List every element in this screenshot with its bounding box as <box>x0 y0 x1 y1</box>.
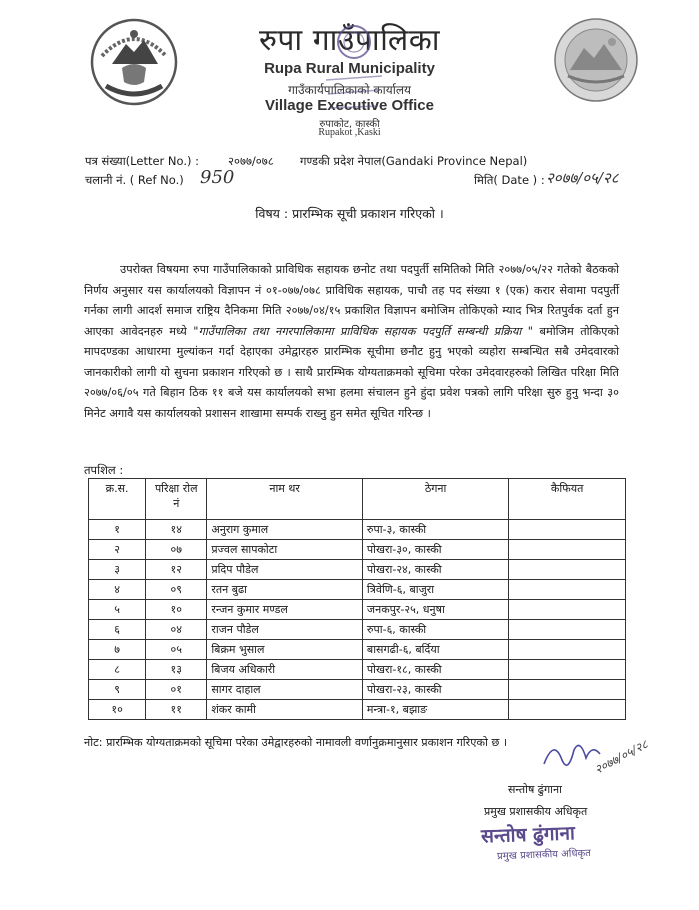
cell-roll: ११ <box>146 700 207 720</box>
cell-address: रुपा-३, कास्की <box>362 520 508 540</box>
table-row <box>89 560 626 580</box>
cell-remarks <box>509 660 626 680</box>
office-place-nepali: रुपाकोट, कास्की <box>319 119 380 130</box>
table-row <box>89 680 626 700</box>
office-title-nepali: रुपा गाउँपालिका <box>258 23 441 58</box>
cell-remarks <box>509 540 626 560</box>
cell-sn: १० <box>89 700 146 720</box>
cell-sn: ५ <box>89 600 146 620</box>
stamp-title: प्रमुख प्रशासकीय अधिकृत <box>496 847 592 863</box>
cell-sn: ३ <box>89 560 146 580</box>
cell-roll: ०४ <box>146 620 207 640</box>
table-row <box>89 640 626 660</box>
cell-name: राजन पौडेल <box>207 620 363 640</box>
cell-address: जनकपुर-२५, धनुषा <box>362 600 508 620</box>
name-rubber-stamp <box>481 820 626 864</box>
cell-remarks <box>509 580 626 600</box>
office-seal-stamp <box>318 20 390 128</box>
cell-address: त्रिवेणि-६, बाजुरा <box>362 580 508 600</box>
cell-name: प्रदिप पौडेल <box>207 560 363 580</box>
cell-remarks <box>509 700 626 720</box>
table-row <box>89 580 626 600</box>
table-row <box>89 540 626 560</box>
col-header-name: नाम थर <box>207 479 363 520</box>
cell-name: रतन बुढा <box>207 580 363 600</box>
cell-name: शंकर कामी <box>207 700 363 720</box>
col-header-remarks: कैफियत <box>509 479 626 520</box>
cell-name: बिजय अधिकारी <box>207 660 363 680</box>
letter-no-label: पत्र संख्या(Letter No.) : <box>85 154 200 168</box>
cell-address: बासगढी-६, बर्दिया <box>362 640 508 660</box>
signatory-name: सन्तोष ढुंगाना <box>508 783 562 796</box>
body-italic-quote: "गाउँपालिका तथा नगरपालिकामा प्राविधिक सहायक पदपुर्ति सम्बन्धी प्रक्रिया " <box>193 324 534 338</box>
cell-sn: ८ <box>89 660 146 680</box>
table-row <box>89 700 626 720</box>
details-heading: तपशिल : <box>84 463 124 477</box>
cell-remarks <box>509 620 626 640</box>
letter-no-value: २०७७/०७८ <box>228 154 274 168</box>
cell-remarks <box>509 600 626 620</box>
cell-address: मन्त्रा-१, बझाङ <box>362 700 508 720</box>
cell-sn: २ <box>89 540 146 560</box>
subject-line: विषय : प्रारम्भिक सूची प्रकाशन गरिएको । <box>255 206 444 221</box>
cell-name: रन्जन कुमार मण्डल <box>207 600 363 620</box>
col-header-roll: परिक्षा रोल नं <box>146 479 207 520</box>
cell-roll: ०१ <box>146 680 207 700</box>
cell-sn: ७ <box>89 640 146 660</box>
cell-sn: ६ <box>89 620 146 640</box>
cell-remarks <box>509 680 626 700</box>
cell-sn: ४ <box>89 580 146 600</box>
col-header-address: ठेगना <box>362 479 508 520</box>
candidate-table <box>88 478 626 720</box>
cell-sn: ९ <box>89 680 146 700</box>
cell-sn: १ <box>89 520 146 540</box>
cell-roll: १० <box>146 600 207 620</box>
cell-roll: १२ <box>146 560 207 580</box>
cell-roll: ०७ <box>146 540 207 560</box>
signature-date: २०७७/०५/२८ <box>592 737 651 777</box>
cell-remarks <box>509 520 626 540</box>
body-part-1: उपरोक्त विषयमा रुपा गाउँपालिकाको प्राविधिक सहायक छनोट तथा पदपुर्ती समितिको मिति २०७७/०५/२२ गतेको बैठकको निर्णय अनुसार यस कार्यालयको विज्ञापन नं ०१-०७७/०७८ प्राविधिक सहायक, पाचौ तह पद संख्या १ (एक) करार सेवामा पदपुर्ती गर्नका लागी आदर्श समाज राष्ट्रिय दैनिकमा मिति २०७७/०४/१५ प्रकाशित विज्ञापन बमोजिम तोकिएको म्याद भित्र रितपुर्वक दर्ता हुन आएका आवेदनहरु मध्ये <box>84 263 619 338</box>
body-paragraph <box>84 260 619 424</box>
note-line: नोट: प्रारम्भिक योग्यताक्रमको सूचिमा परेका उमेद्वारहरुको नामावली वर्णानुक्रमानुसार प्रकाशन गरिएको छ । <box>84 736 508 749</box>
date-value: २०७७/०५/२८ <box>546 169 619 187</box>
cell-remarks <box>509 640 626 660</box>
cell-roll: १३ <box>146 660 207 680</box>
province-line: गण्डकी प्रदेश नेपाल(Gandaki Province Nepal) <box>300 154 528 168</box>
cell-roll: ०५ <box>146 640 207 660</box>
body-part-2: बमोजिम तोकिएको मापदण्डका आधारमा मुल्यांकन गर्दा देहाएका उमेद्वारहरु प्रारम्भिक सूचीमा छनौट हुनु भएको व्यहोरा सम्बन्धित सबै उमेदवारको जानकारीको लागी यो सुचना प्रकाशन गरिएको छ । साथै प्रारम्भिक योग्यताक्रमको सूचिमा परेका उमेदवारहरुको लिखित परिक्षा मिति २०७७/०६/०५ गते बिहान ठिक ११ बजे यस कार्यालयको सभा हलमा संचालन हुने हुंदा प्रवेश पत्रको लागि परिक्षा सुरु हुनु भन्दा ३० मिनेट अगावै यस कार्यालयको प्रशासन शाखामा सम्पर्क राख्नु हुन समेत सूचित गरिन्छ । <box>84 324 620 420</box>
cell-name: बिक्रम भुसाल <box>207 640 363 660</box>
cell-address: पोखरा-१८, कास्की <box>362 660 508 680</box>
cell-roll: १४ <box>146 520 207 540</box>
signatory-title: प्रमुख प्रशासकीय अधिकृत <box>484 805 588 818</box>
cell-address: पोखरा-३०, कास्की <box>362 540 508 560</box>
cell-address: रुपा-६, कास्की <box>362 620 508 640</box>
table-row <box>89 600 626 620</box>
table-row <box>89 660 626 680</box>
table-row <box>89 620 626 640</box>
col-header-sn: क्र.स. <box>89 479 146 520</box>
office-address: Rupakot ,Kaski <box>318 127 381 138</box>
rupa-municipality-logo <box>552 14 640 106</box>
cell-name: अनुराग कुमाल <box>207 520 363 540</box>
stamp-name: सन्तोष ढुंगाना <box>480 822 576 848</box>
cell-address: पोखरा-२४, कास्की <box>362 560 508 580</box>
cell-name: सागर दाहाल <box>207 680 363 700</box>
ref-no-label: चलानी नं. ( Ref No.) <box>85 173 184 187</box>
office-subtitle-nepali: गाउँकार्यपालिकाको कार्यालय <box>288 83 411 97</box>
cell-roll: ०९ <box>146 580 207 600</box>
cell-name: प्रज्वल सापकोटा <box>207 540 363 560</box>
office-title-english: Rupa Rural Municipality <box>264 60 435 77</box>
ref-no-value: 950 <box>200 167 235 188</box>
cell-remarks <box>509 560 626 580</box>
office-subtitle-english: Village Executive Office <box>265 97 434 114</box>
date-label: मिति( Date ) : <box>474 173 545 187</box>
table-row <box>89 520 626 540</box>
cell-address: पोखरा-२३, कास्की <box>362 680 508 700</box>
table-header-row <box>89 479 626 520</box>
